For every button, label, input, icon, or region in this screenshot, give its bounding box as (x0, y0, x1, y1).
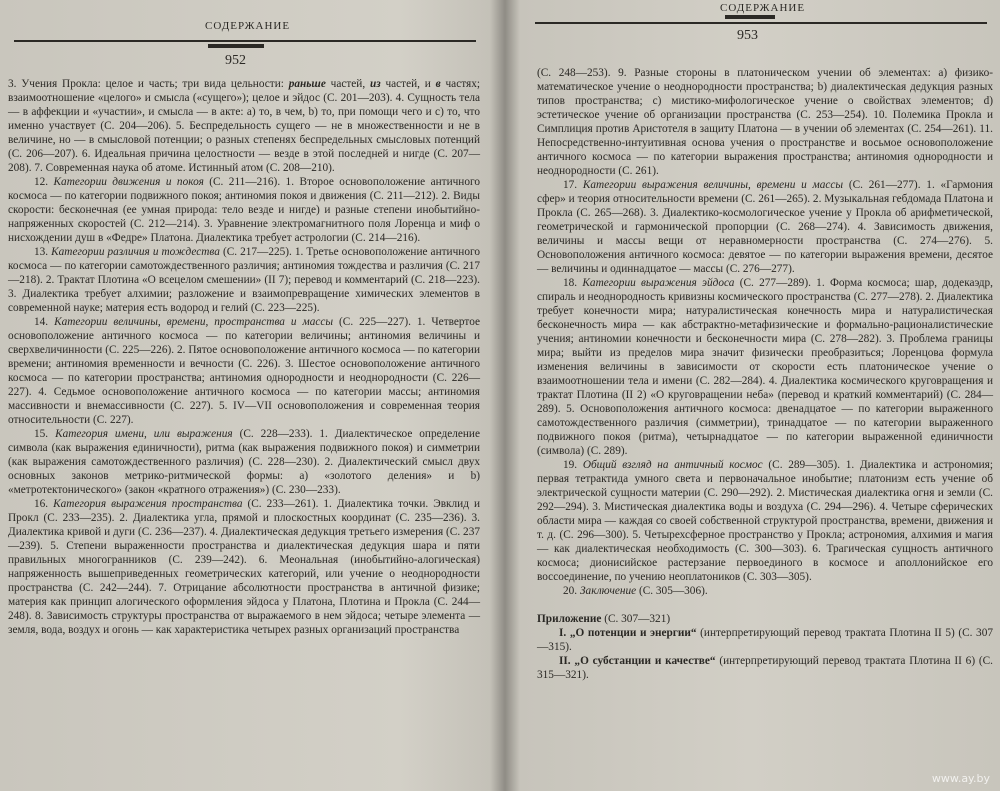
toc-entry: (С. 248—253). 9. Разные стороны в платоническом учении об элементах: a) физико-математическое учение о неоднородности пространства; b) диалектическая дедукция разных типов пространства; с) мистико-мифологическое учение о свойствах элементов; d) эстетическое учение об организации пространства (С. 253—254). 10. Полемика Прокла и Симплиция против Аристотеля в защиту Платона — в учении об элементах (С. 254—261). 11. Непосредственно-интуитивная основа учения о пространстве и восьмое основоположение античного космоса — по категории выражения пространства; антиномия однородности и неоднородности (С. 261). (537, 67, 993, 177)
page-number: 953 (737, 28, 758, 43)
toc-entry: 20. Заключение (С. 305—306). (563, 585, 708, 597)
appendix-section (537, 612, 993, 682)
appendix-item: I. „О потенции и энергии“ (интерпретирующий перевод трактата Плотина II 5) (С. 307—315). (537, 627, 994, 653)
appendix-item: II. „О субстанции и качестве“ (интерпретирующий перевод трактата Плотина II 6) (С. 315—321). (537, 655, 994, 681)
appendix-heading: Приложение (С. 307—321) (537, 613, 671, 625)
toc-entry: 13. Категории различия и тождества (С. 217—225). 1. Третье основоположение античного космоса — по категории самотождественного различия; антиномия тождества и различия (С. 217—218). 2. Трактат Плотина «О всецелом смешении» (II 7); перевод и комментарий (С. 218—223). 3. Диалектика требует алхимии; разложение и взаимопревращение химических элементов в современной науке; материя есть водород и гелий (С. 223—225). (8, 246, 480, 314)
header-rule (14, 40, 476, 42)
toc-entry: 14. Категории величины, времени, пространства и массы (С. 225—227). 1. Четвертое основоположение античного космоса — по категории величины; антиномия величины и сверхвеличинности (С. 225—226). 2. Пятое основоположение античного космоса — по категории времени; антиномия временности и вечности (С. 226). 3. Шестое основоположение античного космоса — по категории пространства; антиномия однородности и неоднородности (С. 226—227). 4. Седьмое основоположение античного космоса — по категории массы; антиномия массивности и внемассивности (С. 227). 5. IV—VII основоположения и современная теория относительности (С. 227). (8, 316, 480, 426)
right-page (515, 0, 1000, 791)
running-head: СОДЕРЖАНИЕ (205, 20, 291, 32)
header-ornament (208, 44, 264, 48)
watermark: www.ay.by (931, 772, 990, 785)
toc-body (8, 77, 480, 637)
toc-entry: 17. Категории выражения величины, времени и массы (С. 261—277). 1. «Гармония сфер» и теория относительности времени (С. 261—265). 2. Музыкальная гебдомада Платона и Прокла (С. 265—268). 3. Диалектико-космологическое учение у Прокла об арифметической, геометрической и гармонической пропорции (С. 268—274). 4. Зависимость движения, величины и массы вещи от неравномерности пространства (С. 274—276). 5. Основоположения античного космоса: девятое — по категории выражения времени, десятое — величины и одиннадцатое — массы (С. 276—277). (537, 179, 994, 275)
header-ornament (725, 15, 775, 19)
running-head: СОДЕРЖАНИЕ (720, 2, 806, 14)
header-rule (535, 22, 987, 24)
toc-entry: 18. Категории выражения эйдоса (С. 277—289). 1. Форма космоса; шар, додекаэдр, спираль и неоднородность кривизны космического пространства (С. 277—278). 2. Диалектика требует конечности мира; натуралистическая конечность мира и натуралистическая бесконечность мира — как абстрактно-метафизические и формально-рационалистические учения; антиномии конечности и бесконечности мира (С. 278—282). 3. Проблема границы мира; выйти из пределов мира значит физически преобразиться; Лоренцова формула изменения величины в зависимости от скорости есть платоническое учение о взаимоотношении тела и имени (С. 282—284). 4. Диалектика космического круговращения и трактат Плотина (II 2) «О круговращении неба» (перевод и краткий комментарий) (С. 284—289). 5. Основоположения античного космоса: двенадцатое — по категории выраженного самотождественного различия (симметрии), тринадцатое — по категории выраженного подвижного покоя (ритма), четырнадцатое — по категории выраженной единичности (символа) (С. 289). (537, 277, 994, 457)
toc-entry: 3. Учения Прокла: целое и часть; три вида цельности: раньше частей, из частей, и в частях; взаимоотношение «целого» и смысла («сущего»); целое и эйдос (С. 201—203). 4. Сущность тела — в аффекции и «участии», и смысла — в акте: a) то, в чем, b) то, при помощи чего и с) то, что именно участвует (С. 204—206). 5. Беспредельность сущего — не в множественности и не в величине, но — в смысловой потенции; о разных степенях беспредельных смысловых потенций (С. 206—207). 6. Идеальная причина целостности — везде в этой последней и нигде (С. 207—208). 7. Современная наука об атоме. Истинный атом (С. 208—210). (8, 78, 480, 174)
toc-body (537, 66, 993, 682)
toc-entry: 19. Общий взгляд на античный космос (С. 289—305). 1. Диалектика и астрономия; первая тетрактида умного света и первоначальное инобытие; платонизм есть учение об электрической сущности материи (С. 290—292). 2. Мистическая диалектика огня и земли (С. 292—294). 3. Мистическая диалектика воды и воздуха (С. 294—296). 4. Четыре сферических области мира — каждая со своей собственной структурой пространства, времени, движения и т. д. (С. 296—300). 5. Четырехсферное пространство у Прокла; астрономия, алхимия и магия — как диалектическая необходимость (С. 300—303). 6. Трагическая сущность античного космоса; дионисийское растерзание первоединого в космосе и аполлонийское его воссоединение, по учению неоплатоников (С. 303—305). (537, 459, 993, 583)
toc-entry: 15. Категория имени, или выражения (С. 228—233). 1. Диалектическое определение символа (как выражения единичности), ритма (как выражения подвижного покоя) и симметрии (как выражения самотождественного различия) (С. 228—230). 2. Диалектический смысл двух основных законов метрико-ритмической формы: a) «золотого деления» и b) «метротектонического» (закон «кратного отражения») (С. 230—233). (8, 428, 480, 496)
toc-entry: 12. Категории движения и покоя (С. 211—216). 1. Второе основоположение античного космоса — по категории подвижного покоя; антиномия покоя и движения (С. 211—212). 2. Виды скорости: бесконечная (ее умная природа: тело везде и нигде) и разные степени инобытийно-напряженных скоростей (С. 212—214). 3. Уравнение электромагнитного поля Лоренца и миф о нисхождении душ в «Федре» Платона. Диалектика требует астрологии (С. 214—216). (8, 176, 480, 244)
toc-entry: 16. Категория выражения пространства (С. 233—261). 1. Диалектика точки. Эвклид и Прокл (С. 233—235). 2. Диалектика угла, прямой и плоскостных координат (С. 235—236). 3. Диалектика кривой и дуги (С. 236—237). 4. Диалектическая дедукция третьего измерения (С. 237—239). 5. Степени выраженности пространства и диалектическая дедукция шара и пяти правильных многогранников (С. 239—242). 6. Меональная (инобытийно-алогическая) напряженность вышеприведенных геометрических категорий, или учение о неоднородности пространства (С. 242—244). 7. Отрицание абсолютности пространства в античной физике; материя как принцип алогического оформления эйдоса у Платона, Плотина и Прокла (С. 244—248). 8. Зависимость структуры пространства от выражаемого в нем эйдоса; четыре элемента — земля, вода, воздух и огонь — как характеристика четырех разных организаций пространства (8, 498, 481, 636)
page-number: 952 (225, 53, 246, 68)
